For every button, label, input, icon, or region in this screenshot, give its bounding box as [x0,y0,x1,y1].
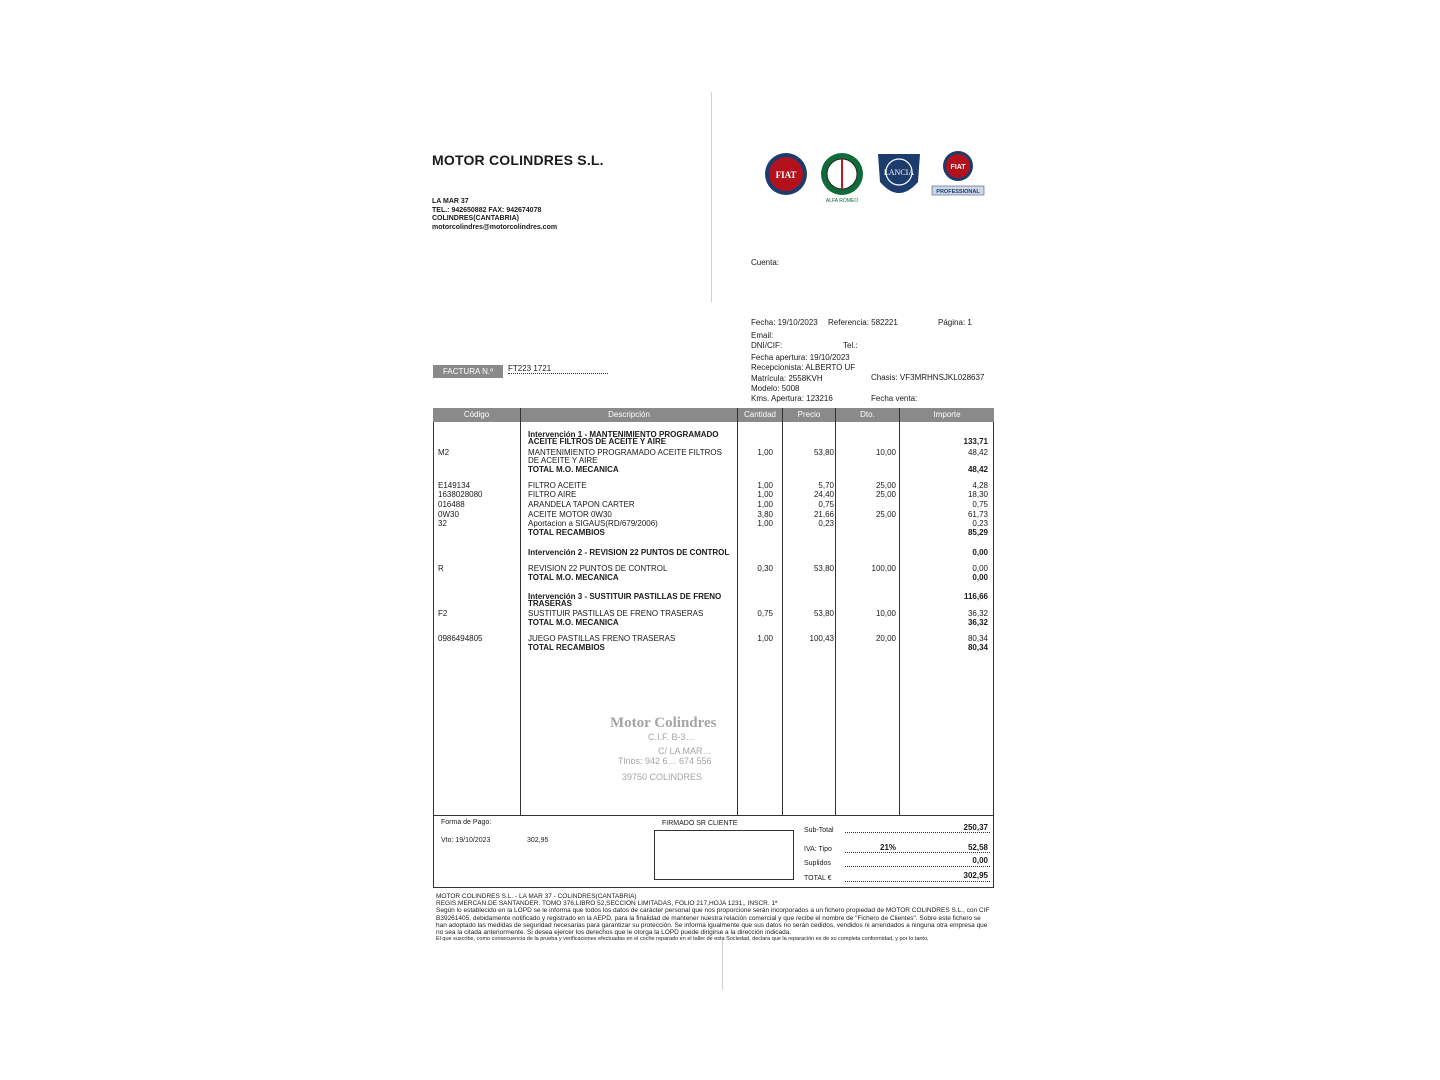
matricula: Matrícula: 2558KVH [751,374,823,383]
cell-desc: JUEGO PASTILLAS FRENO TRASERAS [528,634,676,643]
cell-qty: 1,00 [757,448,773,457]
recepcionista: Recepcionista: ALBERTO UF [751,363,856,372]
legal-company-line: MOTOR COLINDRES S.L. - LA MAR 37 - COLINDRES(CANTABRIA) [436,893,637,900]
cell-dto: 25,00 [875,490,896,499]
stamp-line: C/ LA MAR… [658,746,712,756]
company-phones: TEL.: 942650882 FAX: 942674078 [432,206,542,214]
forma-pago-label: Forma de Pago: [441,819,492,826]
svg-text:ALFA ROMEO: ALFA ROMEO [825,198,859,204]
cuenta-label: Cuenta: [751,258,780,267]
lancia-logo [878,154,920,193]
dni-label: DNI/CIF: [751,341,783,350]
cell-desc: FILTRO AIRE [528,490,577,499]
fecha: Fecha: 19/10/2023 [751,318,818,327]
cell-imp: 133,71 [963,437,988,446]
cell-imp: 80,34 [967,643,988,652]
cell-desc: SUSTITUIR PASTILLAS DE FRENO TRASERAS [528,609,704,618]
cell-code: 0986494805 [438,634,483,643]
subtotal-value: 250,37 [963,823,988,832]
pagina: Página: 1 [938,318,972,327]
company-city: COLINDRES(CANTABRIA) [432,215,519,222]
scan-fold-line-bottom [722,940,723,990]
svg-text:PROFESSIONAL: PROFESSIONAL [936,189,980,195]
cell-price: 53,80 [813,564,834,573]
cell-dto: 100,00 [871,564,896,573]
table-header [433,408,994,422]
stamp-line: C.I.F. B-3… [648,732,695,742]
vencimiento: Vto: 19/10/2023 [441,837,491,844]
cell-price: 0,75 [818,500,834,509]
cell-price: 0,23 [818,519,834,528]
cell-qty: 1,00 [757,500,773,509]
cell-imp: 0,00 [972,573,988,582]
cell-qty: 1,00 [757,481,773,490]
cell-desc: DE ACEITE Y AIRE [528,456,598,465]
cell-imp: 0,00 [972,548,988,557]
svg-text:FIAT: FIAT [775,170,797,180]
alfa-romeo-logo [821,153,863,204]
svg-text:LANCIA: LANCIA [883,168,915,177]
modelo: Modelo: 5008 [751,384,800,393]
cell-price: 53,80 [813,448,834,457]
cell-qty: 1,00 [757,634,773,643]
cell-qty: 3,80 [757,510,773,519]
cell-desc: TOTAL M.O. MECANICA [528,465,619,474]
cell-qty: 1,00 [757,490,773,499]
legal-text [436,893,992,943]
stamp-line: Tlnos: 942 6… 674 556 [618,756,712,766]
cell-code: 0W30 [438,510,459,519]
cell-qty: 1,00 [757,519,773,528]
cell-dto: 25,00 [875,510,896,519]
header-cantidad: Cantidad [738,408,782,422]
scan-fold-line [711,92,712,302]
cell-qty: 0,75 [757,609,773,618]
factura-label: FACTURA N.º [433,365,503,378]
cell-dto: 25,00 [875,481,896,490]
cell-code: E149134 [438,481,471,490]
cell-price: 5,70 [818,481,834,490]
suplidos-label: Suplidos [804,860,831,867]
cell-desc: TOTAL M.O. MECANICA [528,618,619,627]
fecha-venta: Fecha venta: [871,394,918,403]
referencia: Referencia: 582221 [828,318,898,327]
dotted-line [845,866,990,867]
iva-label: IVA: Tipo [804,846,832,853]
cell-imp: 0,75 [972,500,988,509]
company-info [432,198,557,232]
col-divider [899,408,900,816]
kms-apertura: Kms. Apertura: 123216 [751,394,833,403]
vencimiento-amount: 302,95 [527,837,549,844]
cell-price: 53,80 [813,609,834,618]
cell-imp: 61,73 [967,510,988,519]
cell-desc: TRASERAS [528,599,573,608]
cell-imp: 85,29 [967,528,988,537]
cell-dto: 10,00 [875,448,896,457]
company-name: MOTOR COLINDRES S.L. [432,152,604,168]
cell-imp: 80,34 [967,634,988,643]
cell-code: M2 [438,448,450,457]
cell-code: F2 [438,609,448,618]
cell-imp: 4,28 [972,481,988,490]
total-label: TOTAL € [804,875,832,882]
stamp-line: 39750 COLINDRES [622,772,703,782]
cell-qty: 0,30 [757,564,773,573]
company-address: LA MAR 37 [432,198,469,205]
header-codigo: Código [433,408,520,422]
header-importe: Importe [900,408,994,422]
cell-desc: TOTAL M.O. MECANICA [528,573,619,582]
fecha-apertura: Fecha apertura: 19/10/2023 [751,353,850,362]
header-descripcion: Descripción [521,408,737,422]
svg-text:FIAT: FIAT [950,164,966,171]
cell-dto: 20,00 [875,634,896,643]
col-divider [835,408,836,816]
cell-desc: TOTAL RECAMBIOS [528,528,605,537]
subtotal-label: Sub-Total [804,827,834,834]
cell-price: 21,66 [813,510,834,519]
cell-price: 100,43 [809,634,834,643]
cell-imp: 36,32 [967,609,988,618]
cell-desc: Intervención 3 - SUSTITUIR PASTILLAS DE FRENO [528,592,722,601]
iva-value: 52,58 [967,843,988,852]
cell-code: R [438,564,444,573]
cell-imp: 116,66 [963,592,988,601]
cell-desc: Intervención 1 - MANTENIMIENTO PROGRAMADO [528,430,719,439]
total-value: 302,95 [963,871,988,880]
cell-code: 32 [438,519,447,528]
factura-number: FT223 1721 [508,364,608,374]
cell-desc: ARANDELA TAPON CARTER [528,500,635,509]
suplidos-value: 0,00 [972,856,988,865]
signature-box [654,830,794,880]
cell-imp: 36,32 [967,618,988,627]
iva-tipo: 21% [880,843,897,852]
fiat-logo [765,153,807,195]
cell-dto: 10,00 [875,609,896,618]
cell-desc: MANTENIMIENTO PROGRAMADO ACEITE FILTROS [528,448,722,457]
header-dto: Dto. [836,408,899,422]
fiat-professional-logo [932,151,984,195]
cell-desc: FILTRO ACEITE [528,481,587,490]
email-label: Email: [751,331,774,340]
legal-conformity-text: El que suscribe, como consecuencia de la prueba y verificaciones efectuadas en el coche reparado en el taller de esta Sociedad, declara que la reparación es de su completa conformidad, y por lo tanto, [436,936,929,943]
cell-desc: REVISION 22 PUNTOS DE CONTROL [528,564,668,573]
dotted-line [845,881,990,882]
legal-lopd-text: Según lo establecido en la LOPD se le informa que todos los datos de carácter personal que nos proporcione serán incorporados a un fichero propiedad de MOTOR COLINDRES S.L., con CIF B39261405, debidamente notificado y registrado en la AEPD, para la finalidad de mantener nuestra relación comercial y que recibe el nombre de "Fichero de Clientes". Sobre este fichero se han adoptado las medidas de seguridad necesarias para garantizar su protección. Se informa igualmente que sus datos no serán cedidos, vendidos ni arrendados a ninguna otra empresa que no sea la citada anteriormente. Si desea ejercer los derechos que le otorga la LOPD puede dirigirse a la dirección indicada. [436,907,990,937]
cell-desc: Aportacion a SIGAUS(RD/679/2006) [528,519,658,528]
stamp-line: Motor Colindres [610,715,717,731]
tel-label: Tel.: [843,341,858,350]
firmado-label: FIRMADO SR CLIENTE [662,820,738,827]
cell-desc: Intervención 2 - REVISION 22 PUNTOS DE CONTROL [528,548,730,557]
col-divider [520,408,521,816]
cell-desc: ACEITE FILTROS DE ACEITE Y AIRE [528,437,667,446]
cell-code: 1638028080 [438,490,483,499]
cell-desc: TOTAL RECAMBIOS [528,643,605,652]
cell-price: 24,40 [813,490,834,499]
cell-imp: 0,23 [972,519,988,528]
col-divider [782,408,783,816]
company-stamp [610,715,760,800]
cell-imp: 18,30 [967,490,988,499]
cell-imp: 48,42 [967,448,988,457]
cell-imp: 0,00 [972,564,988,573]
header-precio: Precio [783,408,835,422]
company-email: motorcolindres@motorcolindres.com [432,223,558,231]
brand-logos [760,148,990,208]
chasis: Chasis: VF3MRHNSJKL028637 [871,373,985,382]
cell-desc: ACEITE MOTOR 0W30 [528,510,612,519]
legal-registry-line: REGIS.MERCAN.DE SANTANDER. TOMO 376,LIBRO 52,SECCION LIMITADAS, FOLIO 217,HOJA 1231,, INSCR. 1ª [436,900,778,908]
cell-code: 016488 [438,500,465,509]
cell-imp: 48,42 [967,465,988,474]
